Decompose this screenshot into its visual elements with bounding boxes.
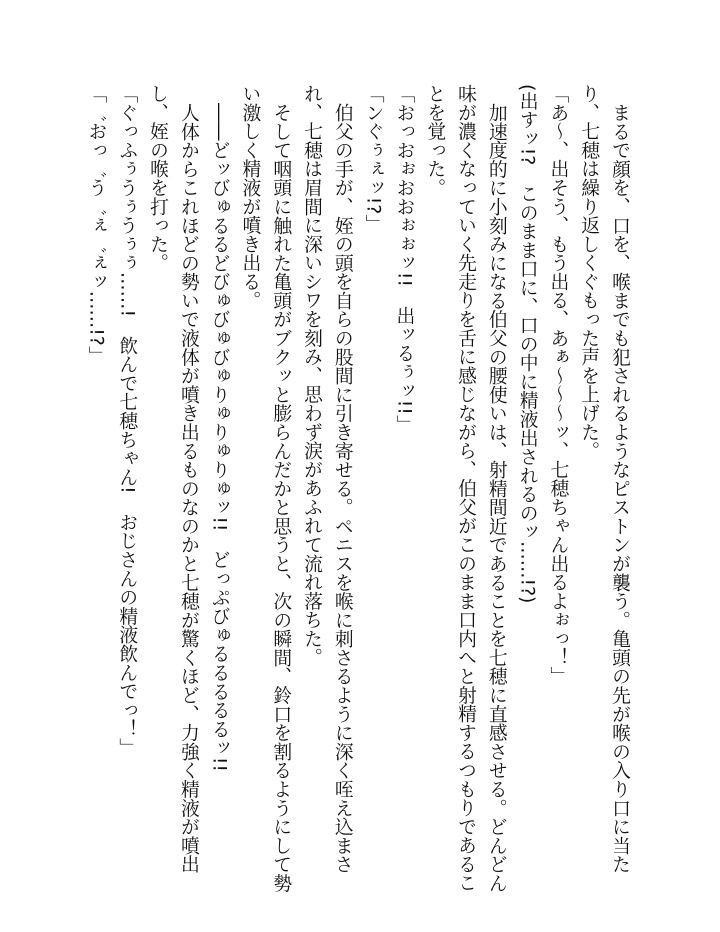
text-column: り、七穂は繰り返しくぐもった声を上げた。 [578,84,600,460]
text-column: 「おっおぉおおぉぉッ!! 出ッるぅッ!!」 [393,84,415,434]
text-column: 「ぐっふぅうぅうぅぅ……! 飲んで七穂ちゃん! おじさんの精液飲んでっ！」 [116,84,138,757]
text-column: 「あ～、出そう、もう出る、あぁ～～～ッ、七穂ちゃん出るよぉっ！」 [547,84,569,686]
text-column: とを覚った。 [424,84,446,197]
text-column: (出すッ!? このまま口に、口の中に精液出されるのッ……!?) [516,84,538,604]
text-column: 味が濃くなっていく先走りを舌に感じながら、伯父がこのまま口内へと射精するつもりであるこ [455,84,477,892]
text-column: 人体からこれほどの勢いで液体が噴き出るものなのかと七穂が驚くほど、力強く精液が噴出 [177,102,199,874]
text-column: 「゛おっ゛う゛ぇ゛ぇッ……!?」 [85,84,107,365]
text-column: そして咽頭に触れた亀頭がブクッと膨らんだかと思うと、次の瞬間、鈴口を割るようにして勢 [270,102,292,892]
text-column: ――どッびゅるるどびゅびゅびゅりゅりゅりゅッ!! どっぷびゅるるるるるッ!! [208,102,230,772]
text-column: 「ンぐぅぇッ!?」 [362,84,384,234]
text-column: れ、七穂は眉間に深いシワを刻み、思わず涙があふれて流れ落ちた。 [301,84,323,667]
text-column: まるで顔を、口を、喉までも犯されるようなピストンが襲う。亀頭の先が喉の入り口に当た [609,102,630,874]
text-column: い激しく精液が噴き出る。 [239,84,261,310]
vertical-text-page [80,84,634,892]
text-column: 加速度的に小刻みになる伯父の腰使いは、射精間近であることを七穂に直感させる。どんどん [485,102,507,892]
text-column: 伯父の手が、姪の頭を自らの股間に引き寄せる。ペニスを喉に刺さるように深く咥え込まさ [331,102,353,874]
text-column: し、姪の喉を打った。 [147,84,169,272]
